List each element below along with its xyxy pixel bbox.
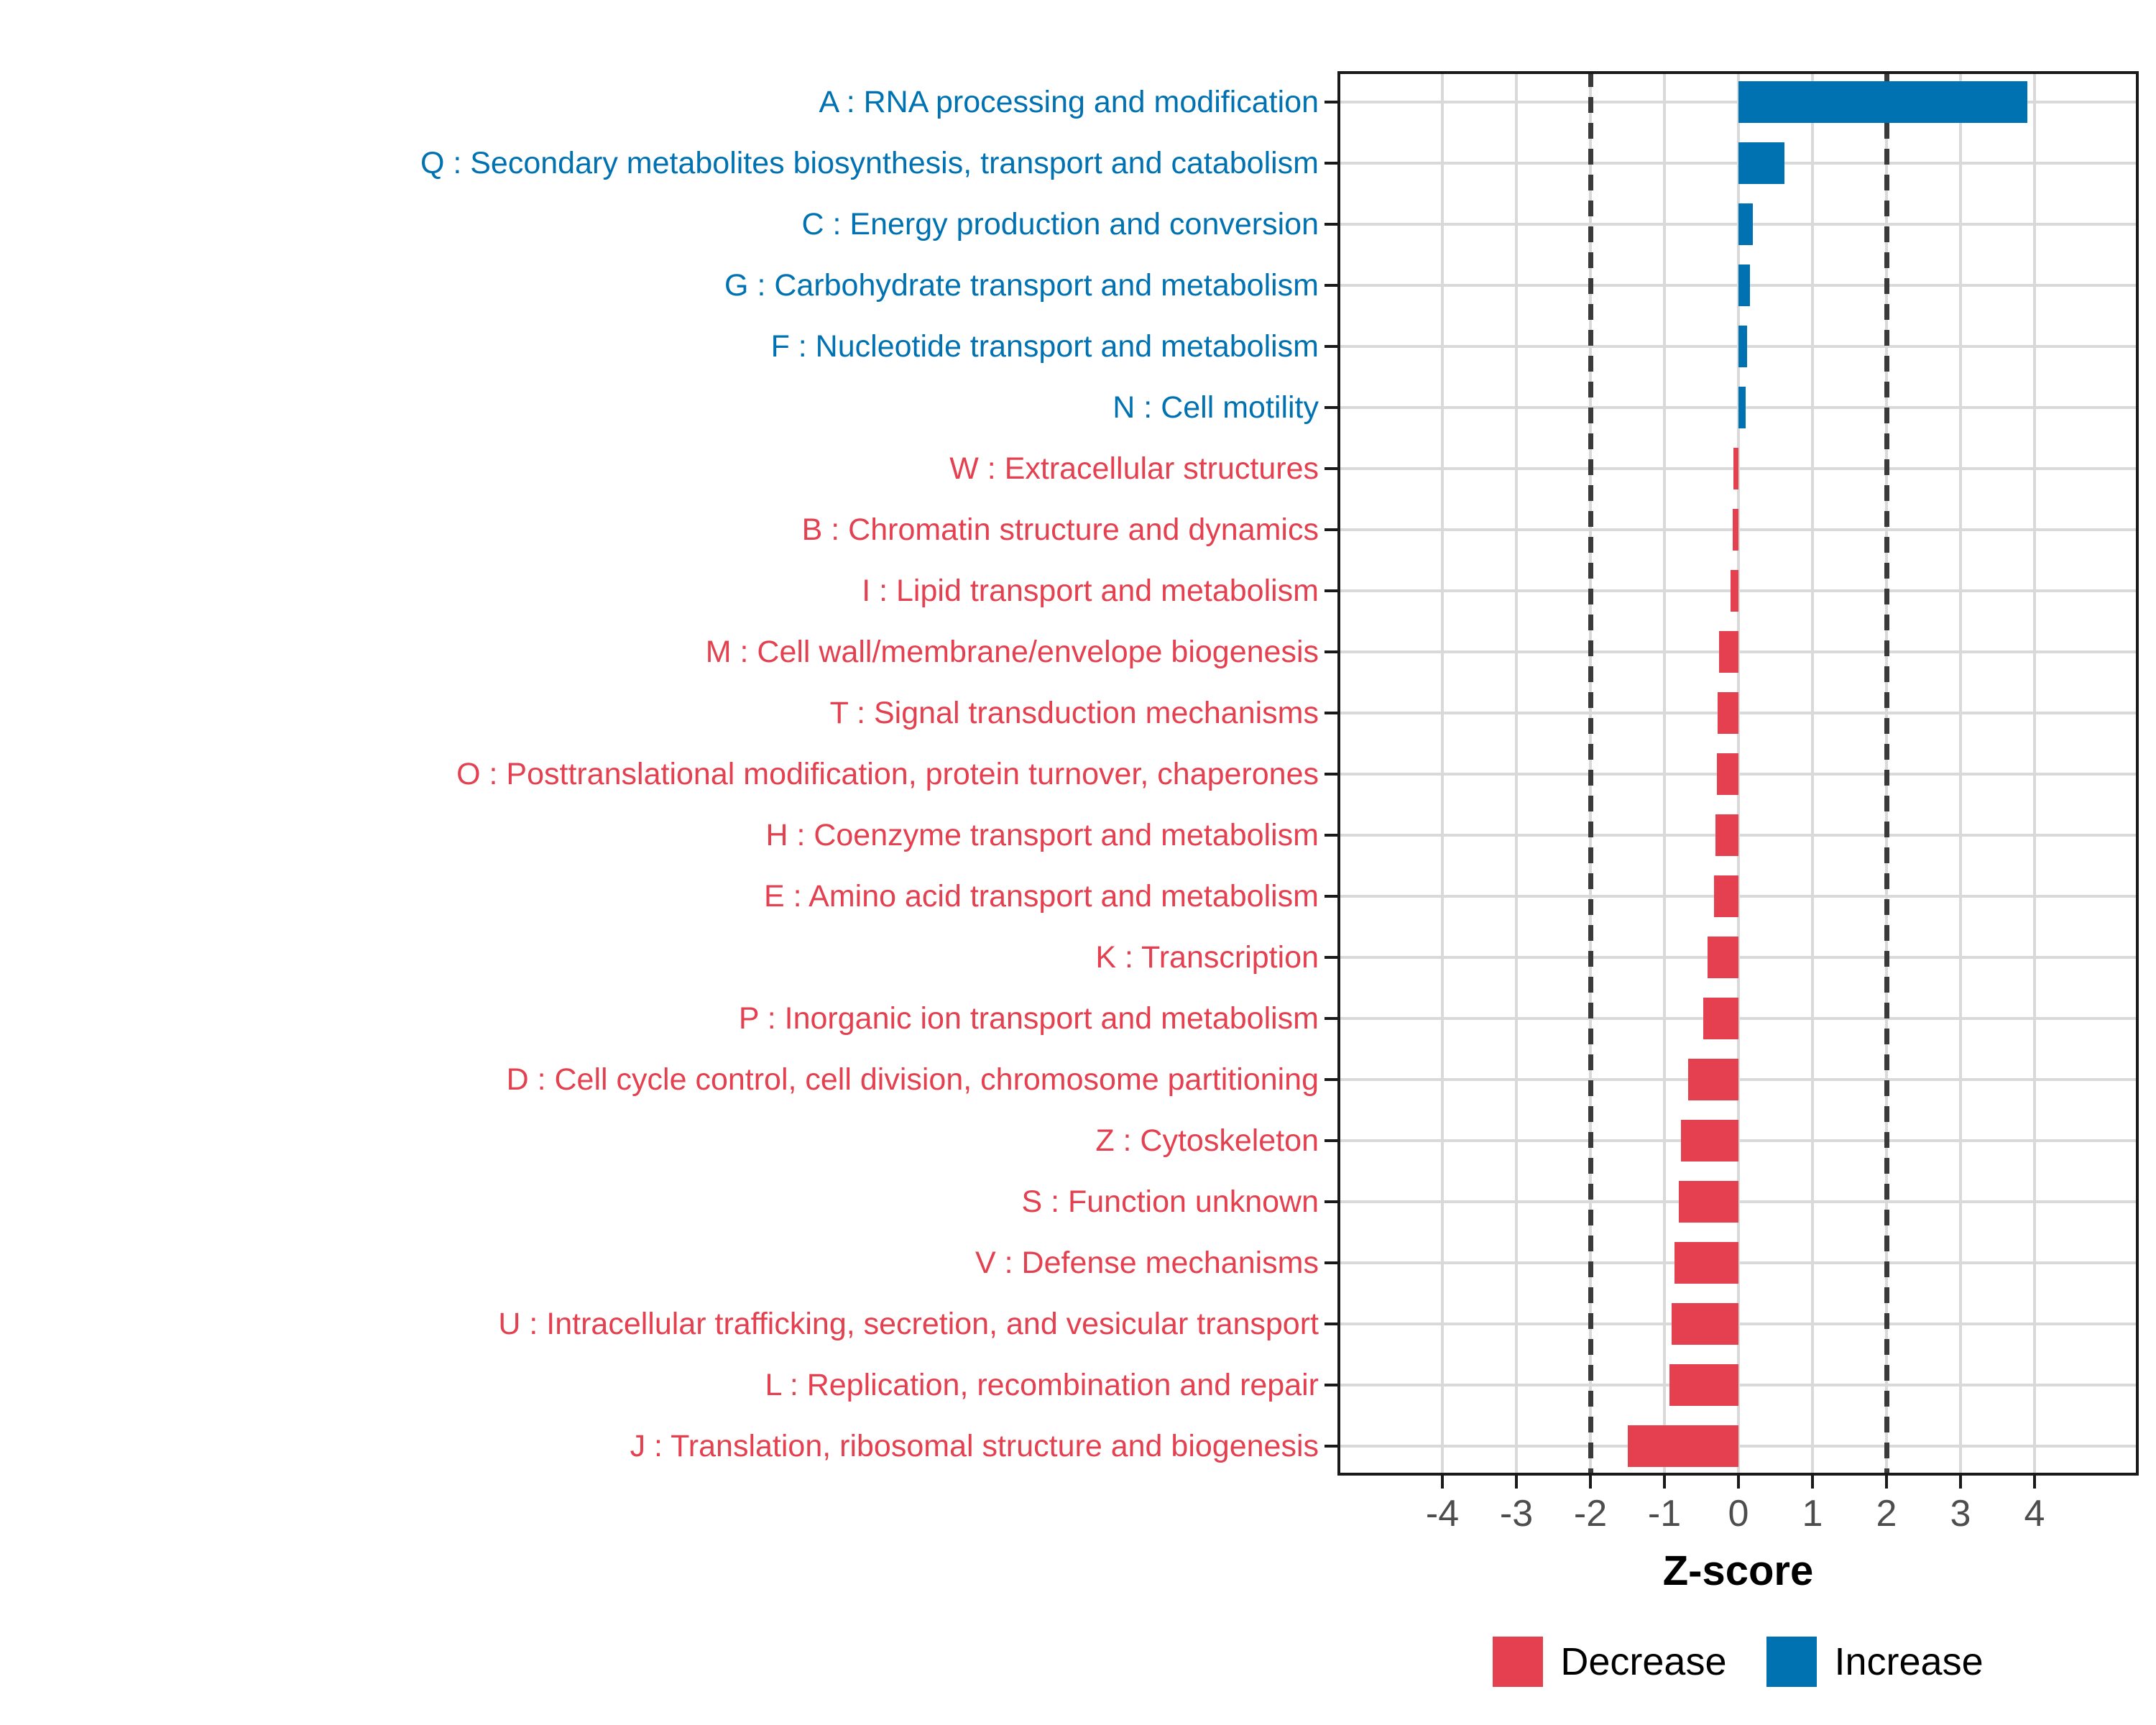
y-axis-tick: [1325, 1139, 1337, 1142]
y-axis-tick: [1325, 895, 1337, 898]
legend-label-decrease: Decrease: [1560, 1640, 1727, 1683]
bar: [1738, 203, 1753, 245]
y-axis-label: S : Function unknown: [1021, 1184, 1319, 1219]
bar: [1688, 1059, 1738, 1100]
plot-panel: [1337, 71, 2139, 1476]
y-axis-tick: [1325, 101, 1337, 104]
y-axis-label: C : Energy production and conversion: [801, 206, 1319, 242]
y-axis-tick: [1325, 834, 1337, 837]
gridline-vertical: [2033, 71, 2036, 1476]
bar: [1733, 509, 1738, 551]
gridline-vertical: [1811, 71, 1814, 1476]
y-axis-tick: [1325, 956, 1337, 959]
bar: [1715, 814, 1738, 856]
gridline-vertical: [1515, 71, 1518, 1476]
y-axis-tick: [1325, 1261, 1337, 1264]
x-axis-tick: [1441, 1476, 1444, 1489]
bar: [1719, 631, 1738, 673]
y-axis-tick: [1325, 1078, 1337, 1081]
y-axis-label: B : Chromatin structure and dynamics: [801, 512, 1319, 547]
y-axis-tick: [1325, 773, 1337, 776]
y-axis-label: P : Inorganic ion transport and metabolism: [738, 1000, 1319, 1036]
x-axis-tick: [1589, 1476, 1592, 1489]
y-axis-tick: [1325, 1322, 1337, 1325]
y-axis-label: J : Translation, ribosomal structure and biogenesis: [630, 1428, 1319, 1463]
y-axis-label: N : Cell motility: [1112, 390, 1319, 425]
x-axis-tick: [1737, 1476, 1740, 1489]
x-axis-title: Z-score: [1662, 1547, 1814, 1594]
y-axis-tick: [1325, 406, 1337, 409]
y-axis-label: E : Amino acid transport and metabolism: [764, 878, 1319, 914]
legend-label-increase: Increase: [1834, 1640, 1984, 1683]
bar: [1628, 1425, 1739, 1467]
legend-swatch-decrease: [1493, 1637, 1543, 1687]
legend-item: [1493, 1637, 1726, 1687]
bar: [1679, 1181, 1738, 1223]
y-axis-tick: [1325, 589, 1337, 592]
bar: [1717, 753, 1738, 795]
y-axis-label: U : Intracellular trafficking, secretion, and vesicular transport: [498, 1306, 1319, 1341]
bar: [1738, 264, 1750, 306]
x-axis-tick-label: -2: [1573, 1493, 1608, 1535]
y-axis-tick: [1325, 528, 1337, 531]
y-axis-label: G : Carbohydrate transport and metabolism: [724, 267, 1319, 303]
bar: [1669, 1364, 1738, 1406]
y-axis-label: Z : Cytoskeleton: [1095, 1123, 1319, 1158]
bar: [1738, 326, 1747, 367]
y-axis-tick: [1325, 1017, 1337, 1020]
y-axis-label: O : Posttranslational modification, protein turnover, chaperones: [456, 756, 1319, 791]
bar: [1703, 998, 1738, 1039]
y-axis-label: H : Coenzyme transport and metabolism: [765, 817, 1319, 852]
bar: [1681, 1120, 1738, 1162]
y-axis-tick: [1325, 1200, 1337, 1203]
y-axis-tick: [1325, 223, 1337, 226]
x-axis-tick: [1515, 1476, 1518, 1489]
legend-swatch-increase: [1766, 1637, 1817, 1687]
gridline-vertical: [1663, 71, 1666, 1476]
y-axis-label: W : Extracellular structures: [949, 451, 1319, 486]
y-axis-label: M : Cell wall/membrane/envelope biogenesis: [705, 634, 1319, 669]
reference-line: [1588, 71, 1593, 1476]
x-axis-tick: [1811, 1476, 1814, 1489]
x-axis-tick: [1663, 1476, 1666, 1489]
bar: [1714, 875, 1738, 917]
y-axis-label: L : Replication, recombination and repair: [765, 1367, 1319, 1402]
x-axis-tick-label: 4: [2024, 1493, 2045, 1535]
bar: [1672, 1303, 1738, 1345]
bar: [1708, 937, 1738, 978]
x-axis-tick-label: 0: [1728, 1493, 1749, 1535]
y-axis-tick: [1325, 712, 1337, 714]
x-axis-tick-label: 1: [1802, 1493, 1823, 1535]
bar: [1738, 142, 1784, 184]
x-axis-tick-label: -4: [1425, 1493, 1460, 1535]
bar: [1718, 692, 1738, 734]
x-axis-tick: [1959, 1476, 1962, 1489]
y-axis-label: Q : Secondary metabolites biosynthesis, transport and catabolism: [420, 145, 1319, 180]
y-axis-label: A : RNA processing and modification: [819, 84, 1319, 119]
y-axis-tick: [1325, 1384, 1337, 1386]
y-axis-tick: [1325, 467, 1337, 470]
x-axis-tick-label: 2: [1876, 1493, 1897, 1535]
x-axis-tick: [1885, 1476, 1888, 1489]
y-axis-tick: [1325, 345, 1337, 348]
y-axis-tick: [1325, 1445, 1337, 1448]
bar: [1733, 448, 1738, 489]
x-axis-tick-label: -1: [1647, 1493, 1682, 1535]
y-axis-label: K : Transcription: [1095, 939, 1319, 975]
y-axis-tick: [1325, 650, 1337, 653]
gridline-vertical: [1441, 71, 1444, 1476]
y-axis-label: T : Signal transduction mechanisms: [829, 695, 1319, 730]
x-axis-tick-label: -3: [1499, 1493, 1534, 1535]
y-axis-label: I : Lipid transport and metabolism: [862, 573, 1319, 608]
bar: [1738, 387, 1746, 428]
gridline-vertical: [1959, 71, 1962, 1476]
x-axis-tick: [2033, 1476, 2036, 1489]
bar: [1738, 81, 2027, 123]
x-axis-tick-label: 3: [1950, 1493, 1971, 1535]
y-axis-label: D : Cell cycle control, cell division, chromosome partitioning: [506, 1062, 1319, 1097]
y-axis-tick: [1325, 284, 1337, 287]
y-axis-tick: [1325, 162, 1337, 165]
bar: [1674, 1242, 1738, 1284]
bar: [1731, 570, 1738, 612]
legend: [1337, 1633, 2139, 1690]
y-axis-label: V : Defense mechanisms: [975, 1245, 1319, 1280]
y-axis-label: F : Nucleotide transport and metabolism: [770, 328, 1319, 364]
legend-item: [1766, 1637, 1983, 1687]
reference-line: [1884, 71, 1889, 1476]
